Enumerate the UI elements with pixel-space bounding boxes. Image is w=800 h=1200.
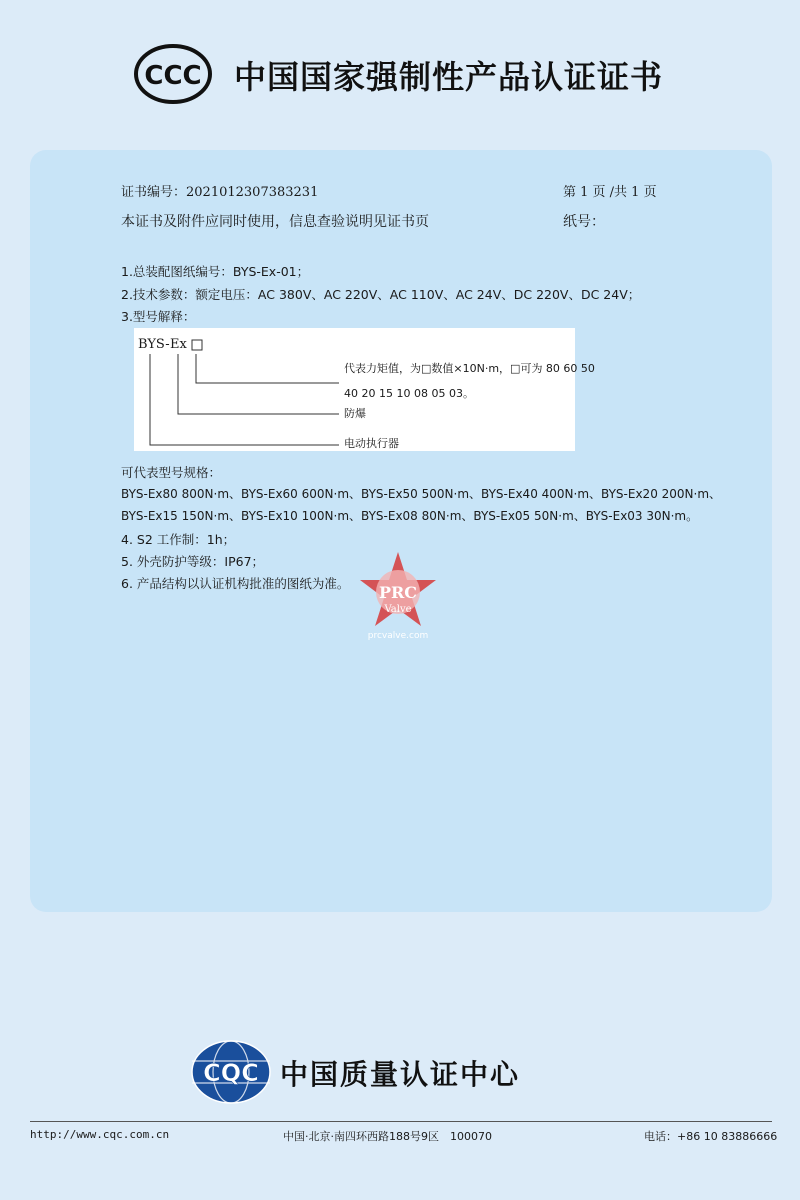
drawing-number: 1.总装配图纸编号：BYS-Ex-01；	[121, 264, 310, 279]
diagram-code-prefix: BYS-	[138, 337, 170, 352]
watermark-url: prcvalve.com	[367, 631, 429, 641]
ccc-logo	[134, 44, 212, 104]
models-row-2: BYS-Ex15 150N·m、BYS-Ex10 100N·m、BYS-Ex08 80N·m、BYS-Ex05 50N·m、BYS-Ex03 30N·m。	[121, 509, 699, 523]
paper-number: 纸号：	[563, 214, 605, 230]
watermark-brand: PRC	[378, 583, 418, 602]
diagram-desc-actuator: 电动执行器	[344, 437, 399, 450]
certificate-number: 证书编号：2021012307383231	[121, 185, 319, 200]
diagram-code-ex: Ex	[170, 337, 187, 352]
duty-cycle: 4. S2 工作制：1h；	[121, 532, 236, 547]
cqc-logo	[190, 1039, 272, 1105]
footer-url: http://www.cqc.com.cn	[30, 1128, 170, 1141]
models-row-1: BYS-Ex80 800N·m、BYS-Ex60 600N·m、BYS-Ex50 500N·m、BYS-Ex40 400N·m、BYS-Ex20 200N·m、	[121, 487, 722, 501]
footer-phone: 电话：+86 10 83886666	[644, 1130, 778, 1143]
watermark-sub: Valve	[384, 604, 412, 615]
technical-params: 2.技术参数：额定电压：AC 380V、AC 220V、AC 110V、AC 24V、DC 220V、DC 24V；	[121, 287, 641, 302]
diagram-desc-torque: 代表力矩值，为□数值×10N·m，□可为 80 60 50	[344, 362, 595, 375]
diagram-desc-torque-values: 40 20 15 10 08 05 03。	[344, 387, 474, 400]
prc-watermark	[360, 550, 436, 642]
ip-rating: 5. 外壳防护等级：IP67；	[121, 554, 265, 569]
cqc-title: 中国质量认证中心	[280, 1058, 521, 1091]
footer-address: 中国·北京·南四环西路188号9区 100070	[283, 1130, 492, 1143]
usage-note: 本证书及附件应同时使用，信息查验说明见证书页	[121, 214, 429, 230]
footer-divider	[30, 1121, 772, 1122]
structure-note: 6. 产品结构以认证机构批准的图纸为准。	[121, 576, 350, 591]
models-heading: 可代表型号规格：	[121, 465, 222, 480]
page-title: 中国国家强制性产品认证证书	[234, 58, 664, 96]
ccc-logo-text: CCC	[144, 61, 202, 91]
model-explanation-heading: 3.型号解释：	[121, 309, 196, 324]
model-diagram	[134, 328, 595, 451]
diagram-desc-explosion-proof: 防爆	[344, 407, 366, 420]
cqc-logo-text: CQC	[203, 1059, 259, 1087]
page-info: 第 1 页 /共 1 页	[563, 185, 657, 200]
